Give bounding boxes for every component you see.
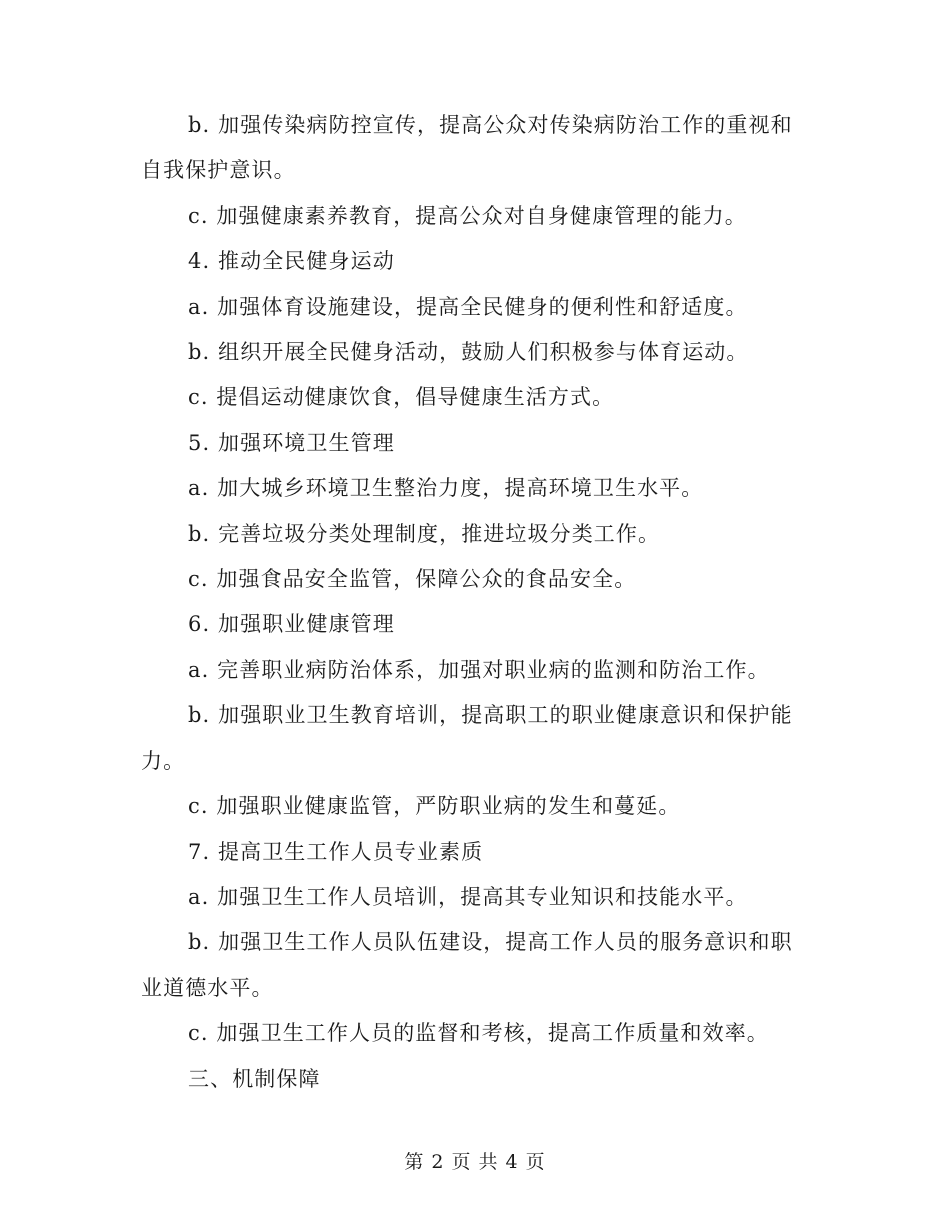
heading-5-environmental-hygiene: 5. 加强环境卫生管理 [188,430,395,455]
paragraph-c-staff-assessment: c. 加强卫生工作人员的监督和考核，提高工作质量和效率。 [188,1021,769,1046]
heading-4-national-fitness: 4. 推动全民健身运动 [188,249,395,274]
page-number-footer: 第 2 页 共 4 页 [404,1151,546,1173]
paragraph-a-urban-rural-sanitation: a. 加大城乡环境卫生整治力度，提高环境卫生水平。 [188,476,704,501]
heading-section-3-mechanism: 三、机制保障 [188,1066,321,1091]
document-body [141,103,811,1102]
paragraph-c-healthy-diet: c. 提倡运动健康饮食，倡导健康生活方式。 [188,385,615,410]
paragraph-b-fitness-activities: b. 组织开展全民健身活动，鼓励人们积极参与体育运动。 [188,340,749,365]
paragraph-b-occupational-training: b. 加强职业卫生教育培训，提高职工的职业健康意识和保护能力。 [141,703,793,773]
paragraph-c-occupational-supervision: c. 加强职业健康监管，严防职业病的发生和蔓延。 [188,794,681,819]
paragraph-b-prevention-publicity: b. 加强传染病防控宣传，提高公众对传染病防治工作的重视和自我保护意识。 [141,113,793,183]
heading-7-staff-quality: 7. 提高卫生工作人员专业素质 [188,839,484,864]
paragraph-a-sports-facilities: a. 加强体育设施建设，提高全民健身的便利性和舒适度。 [188,294,748,319]
paragraph-a-occupational-disease-system: a. 完善职业病防治体系，加强对职业病的监测和防治工作。 [188,657,770,682]
paragraph-c-health-literacy: c. 加强健康素养教育，提高公众对自身健康管理的能力。 [188,203,747,228]
paragraph-b-garbage-sorting: b. 完善垃圾分类处理制度，推进垃圾分类工作。 [188,521,661,546]
paragraph-a-staff-training: a. 加强卫生工作人员培训，提高其专业知识和技能水平。 [188,884,748,909]
paragraph-b-staff-team-building: b. 加强卫生工作人员队伍建设，提高工作人员的服务意识和职业道德水平。 [141,930,793,1000]
heading-6-occupational-health: 6. 加强职业健康管理 [188,612,395,637]
paragraph-c-food-safety: c. 加强食品安全监管，保障公众的食品安全。 [188,567,637,592]
